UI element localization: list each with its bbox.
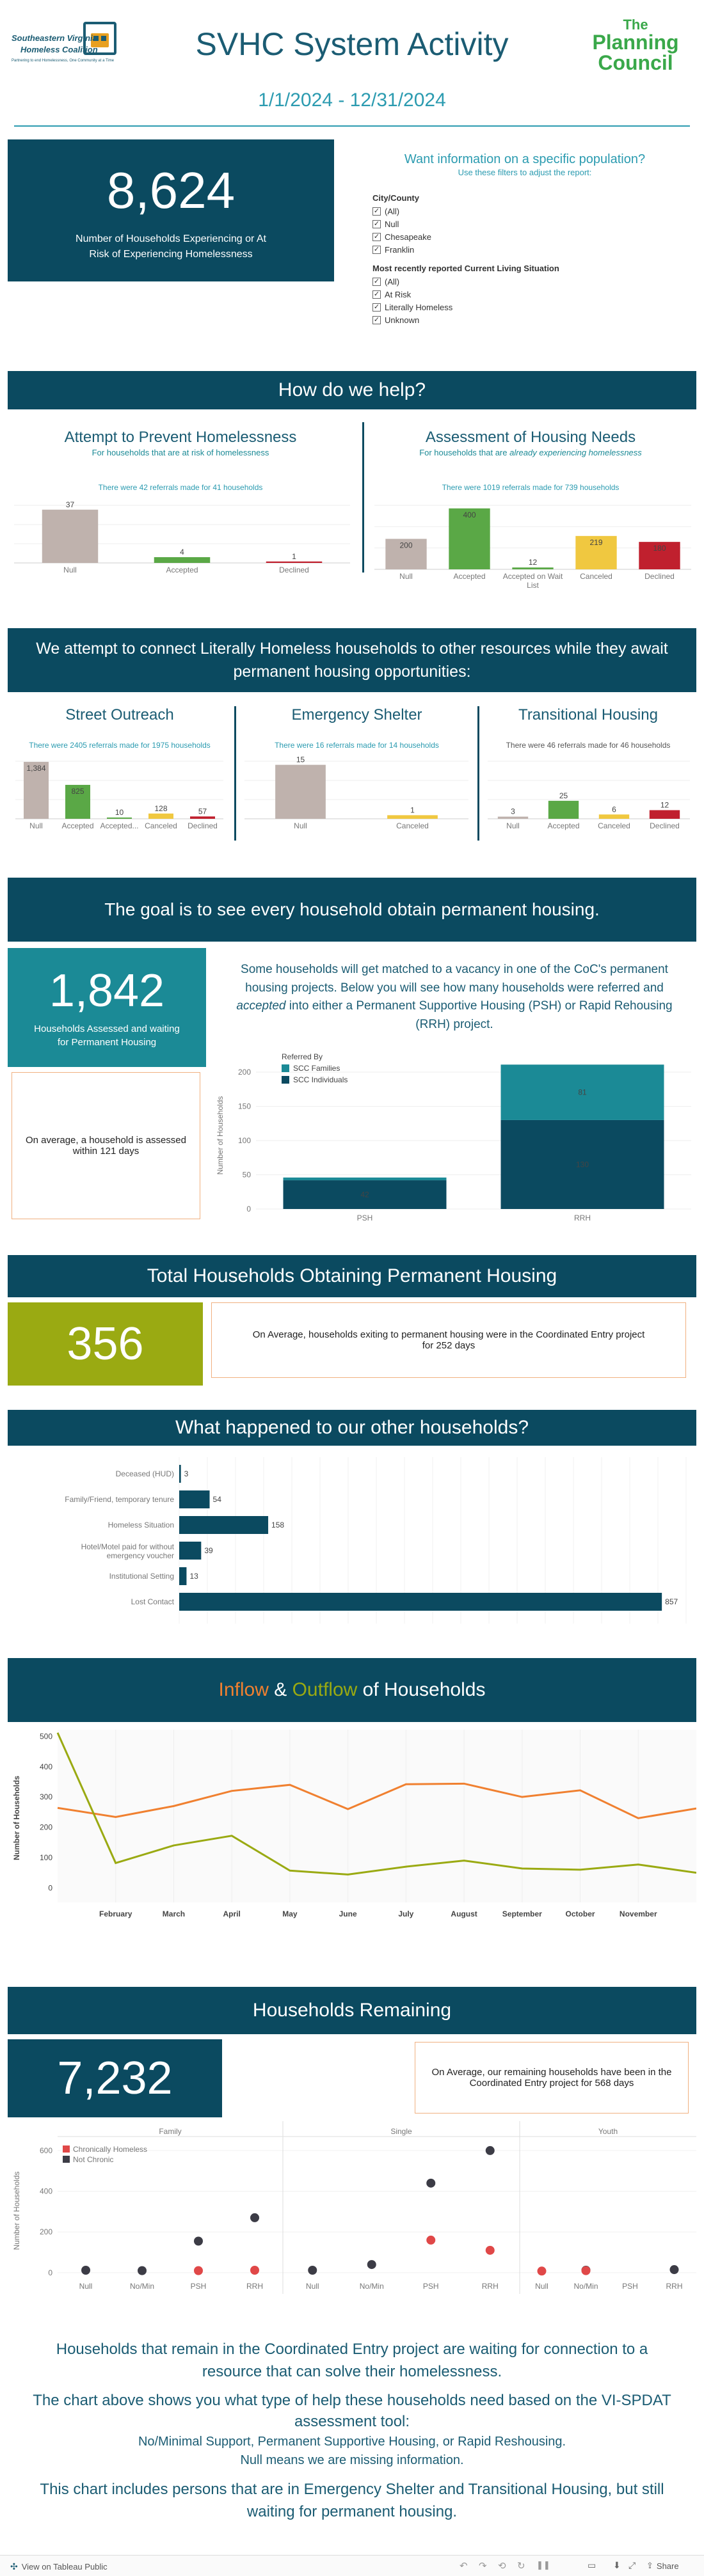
bar-canceled — [148, 814, 173, 819]
flow-title-amp: & — [268, 1679, 292, 1700]
shelter-title: Emergency Shelter — [291, 706, 422, 723]
hbar-value-label: 39 — [204, 1546, 213, 1555]
x-tick-label: Accepted — [453, 572, 486, 581]
kpi-remaining — [8, 2039, 222, 2117]
permanent-avg-text: On Average, households exiting to permanent housing were in the Coordinated Entry project for 252 days — [252, 1329, 645, 1351]
goal-desc-line3-wrap — [211, 997, 698, 1016]
x-tick-label: No/Min — [359, 2282, 384, 2291]
y-tick-label: 0 — [48, 2268, 52, 2277]
city-option-all[interactable] — [372, 205, 564, 217]
bar-value-label: 42 — [360, 1190, 369, 1199]
city-option-null[interactable] — [372, 217, 564, 230]
hbar-value-label: 3 — [184, 1469, 189, 1478]
banner-goal: The goal is to see every household obtain permanent housing. — [8, 878, 696, 942]
assess-sub-em: already experiencing homelessness — [509, 448, 642, 457]
banner-other: What happened to our other households? — [8, 1410, 696, 1446]
filter-city — [372, 193, 564, 256]
city-option-label: Chesapeake — [385, 232, 431, 242]
y-tick-label: 300 — [39, 1792, 52, 1802]
legend-individuals: SCC Individuals — [293, 1075, 348, 1084]
y-axis-title: Number of Households — [12, 2171, 21, 2250]
goal-desc-em: accepted — [236, 999, 286, 1013]
x-tick-label: Null — [79, 2282, 93, 2291]
undo-icon[interactable]: ↶ — [460, 2561, 468, 2572]
situation-option-at-risk[interactable] — [372, 288, 628, 301]
bar-value-label: 1,384 — [26, 764, 46, 773]
connect-divider-1 — [234, 706, 236, 841]
y-tick-label: 50 — [242, 1170, 251, 1180]
x-tick-label: RRH — [574, 1213, 591, 1222]
situation-option-label: At Risk — [385, 289, 412, 299]
flow-title-outflow: Outflow — [292, 1679, 358, 1700]
fullscreen-icon[interactable]: ⤢ — [628, 2560, 636, 2570]
x-tick-label: Accepted — [547, 821, 580, 830]
outreach-note: There were 2405 referrals made for 1975 households — [29, 741, 211, 750]
y-tick-label: 100 — [237, 1136, 251, 1146]
logo-right — [588, 18, 684, 75]
bar-value-label: 180 — [653, 544, 666, 553]
x-tick-label: Declined — [644, 572, 675, 581]
outreach-title: Street Outreach — [65, 706, 174, 723]
checkbox-checked-icon[interactable]: ✓ — [373, 232, 380, 241]
tableau-icon: ✣ — [10, 2561, 18, 2572]
bar-value-label: 10 — [115, 808, 124, 817]
kpi-assessed-label: Households Assessed and waiting for Permanent Housing — [34, 1023, 180, 1048]
x-tick-label: July — [398, 1909, 414, 1918]
point-not-chronic-family-rrh — [250, 2213, 259, 2222]
chart-assess — [368, 493, 698, 595]
bottom-p2-line4: Null means we are missing information. — [240, 2453, 464, 2467]
connect-line2: permanent housing opportunities: — [233, 663, 471, 681]
x-tick-label: Canceled — [396, 821, 429, 830]
y-tick-label: Homeless Situation — [108, 1521, 174, 1529]
banner-permanent: Total Households Obtaining Permanent Housing — [8, 1255, 696, 1297]
bar-accepted — [154, 557, 211, 563]
x-tick-label: Accepted — [166, 565, 198, 574]
point-not-chronic-single-psh — [426, 2179, 435, 2188]
kpi-remaining-value: 7,232 — [57, 2053, 173, 2104]
chart-other — [8, 1457, 696, 1649]
y-tick-label: 150 — [237, 1102, 251, 1111]
point-not-chronic-single-null — [308, 2266, 317, 2275]
connect-divider-2 — [477, 706, 479, 841]
y-tick-label: Deceased (HUD) — [115, 1469, 174, 1478]
bottom-p1-line2: resource that can solve their homelessness. — [202, 2362, 502, 2380]
bar-value-label: 1 — [410, 805, 415, 815]
logo-left-line2: Homeless Coalition — [20, 45, 98, 54]
download-icon[interactable]: ⬇ — [613, 2560, 621, 2570]
city-option-label: (All) — [385, 206, 400, 216]
bar-declined — [190, 816, 215, 819]
checkbox-checked-icon[interactable]: ✓ — [373, 315, 380, 324]
banner-how-we-help: How do we help? — [8, 371, 696, 409]
bar-value-label: 81 — [578, 1087, 587, 1097]
hbar-value-label: 54 — [212, 1495, 221, 1504]
bottom-p3 — [8, 2479, 696, 2524]
y-tick-label: Hotel/Motel paid for without — [81, 1542, 174, 1551]
hbar-lost-contact — [179, 1593, 662, 1611]
legend-swatch-families — [282, 1064, 289, 1072]
x-tick-label: Null — [399, 572, 413, 581]
legend-swatch-individuals — [282, 1076, 289, 1084]
header-divider — [14, 125, 690, 127]
bar-null — [498, 817, 528, 819]
point-chronic-family-rrh — [250, 2266, 259, 2275]
revert-icon[interactable]: ⟲ — [498, 2561, 506, 2572]
view-on-tableau-label: View on Tableau Public — [21, 2562, 108, 2572]
x-tick-label: October — [565, 1909, 595, 1918]
x-tick-label: PSH — [422, 2282, 439, 2291]
situation-option-unknown[interactable] — [372, 313, 628, 326]
logo-left-tag: Partnering to end Homelessness, One Community at a Time — [12, 59, 115, 63]
bar-value-label: 130 — [575, 1160, 589, 1169]
bottom-p1-line1: Households that remain in the Coordinated Entry project are waiting for connection to a — [56, 2341, 648, 2358]
bar-value-label: 1 — [292, 551, 296, 561]
bar-null — [42, 510, 99, 563]
x-tick-label: Null — [535, 2282, 548, 2291]
plot-area — [58, 1730, 696, 1902]
filter-prompt: Want information on a specific population? — [404, 152, 646, 166]
pause-icon[interactable]: ❚❚ — [536, 2560, 550, 2570]
x-tick-label: Canceled — [580, 572, 612, 581]
panel-title-youth: Youth — [598, 2127, 618, 2136]
chart-shelter — [238, 748, 475, 844]
x-tick-label: May — [282, 1909, 298, 1918]
bar-value-label: 37 — [65, 500, 75, 509]
y-tick-label: 0 — [246, 1205, 251, 1213]
situation-option-all[interactable] — [372, 275, 628, 288]
x-tick-label: March — [162, 1909, 186, 1918]
goal-desc-line4: (RRH) project. — [415, 1017, 493, 1031]
bar-value-label: 3 — [511, 807, 515, 816]
x-tick-label: June — [339, 1909, 357, 1918]
hbar-institutional-setting — [179, 1567, 186, 1585]
device-preview-icon[interactable]: ▭ — [588, 2560, 596, 2570]
page-title: SVHC System Activity — [195, 26, 509, 62]
city-option-label: Null — [385, 219, 399, 229]
x-tick-label: Declined — [188, 821, 218, 830]
prevent-title: Attempt to Prevent Homelessness — [64, 429, 297, 446]
point-not-chronic-family-psh — [194, 2237, 203, 2246]
bottom-p3-line1: This chart includes persons that are in Emergency Shelter and Transitional Housing, but still — [40, 2480, 664, 2498]
bar-accepted — [548, 801, 579, 819]
checkbox-checked-icon[interactable]: ✓ — [373, 277, 380, 285]
point-not-chronic-single-no-min — [367, 2260, 376, 2269]
flow-title-rest: of Households — [357, 1679, 486, 1700]
bar-value-label: 4 — [180, 548, 184, 557]
chart-prevent — [8, 493, 356, 589]
banner-remaining: Households Remaining — [8, 1987, 696, 2034]
bar-canceled — [599, 814, 629, 819]
kpi-total-label: Number of Households Experiencing or At Risk of Experiencing Homelessness — [76, 233, 266, 260]
goal-desc-line2: housing projects. Below you will see how many households were referred and — [245, 981, 664, 995]
y-tick-label: 500 — [39, 1732, 52, 1741]
assess-note: There were 1019 referrals made for 739 households — [442, 483, 620, 492]
kpi-total-value: 8,624 — [106, 162, 236, 219]
kpi-assessed-value: 1,842 — [49, 965, 165, 1016]
x-tick-label: Declined — [650, 821, 680, 830]
situation-option-literally-homeless[interactable] — [372, 301, 628, 313]
checkbox-checked-icon[interactable]: ✓ — [373, 290, 380, 298]
assess-sub-pre: For households that are — [419, 448, 510, 457]
bottom-p2-line2: assessment tool: — [294, 2413, 410, 2431]
x-tick-label: Accepted on Wait — [502, 572, 563, 581]
y-axis-title: Number of Households — [216, 1096, 225, 1175]
transitional-title: Transitional Housing — [518, 706, 658, 723]
chart-transitional — [481, 748, 696, 844]
chart-outreach — [9, 748, 230, 844]
city-option-label: Franklin — [385, 244, 415, 255]
bar-value-label: 400 — [463, 510, 476, 519]
x-tick-label: RRH — [666, 2282, 683, 2291]
y-tick-label: 600 — [39, 2145, 52, 2155]
kpi-total-households — [8, 139, 334, 281]
bar-value-label: 25 — [559, 791, 568, 800]
panel-title-single: Single — [390, 2127, 412, 2136]
bottom-p2-line3: No/Minimal Support, Permanent Supportive Housing, or Rapid Reshousing. — [138, 2434, 566, 2449]
point-chronic-single-psh — [426, 2236, 435, 2245]
y-tick-label: 200 — [39, 2227, 52, 2237]
point-chronic-youth-null — [538, 2266, 547, 2275]
bar-canceled — [387, 815, 438, 819]
assess-sub — [365, 448, 696, 457]
bar-value-label: 15 — [296, 755, 305, 764]
logo-right-line3: Council — [598, 51, 673, 74]
y-tick-label: 400 — [39, 2186, 52, 2196]
city-option-franklin[interactable] — [372, 243, 564, 256]
share-icon: ⇪ — [646, 2561, 653, 2570]
bar-value-label: 12 — [660, 800, 669, 810]
chart-referred — [211, 1049, 698, 1228]
checkbox-checked-icon[interactable]: ✓ — [373, 245, 380, 253]
point-chronic-family-psh — [194, 2266, 203, 2275]
chart-flow — [8, 1722, 696, 1933]
bar-value-label: 200 — [399, 541, 413, 550]
hbar-family-friend-temporary-tenure — [179, 1490, 210, 1508]
checkbox-checked-icon[interactable]: ✓ — [373, 219, 380, 228]
legend-families: SCC Families — [293, 1064, 340, 1073]
hbar-deceased-hud — [179, 1465, 181, 1483]
bottom-p1 — [8, 2339, 696, 2383]
x-tick-label: Null — [294, 821, 307, 830]
x-tick-label: RRH — [246, 2282, 263, 2291]
stacked-bar-scc-families-psh — [284, 1178, 447, 1180]
bar-accepted-on-wait-list — [512, 567, 553, 569]
x-tick-label: PSH — [622, 2282, 638, 2291]
point-not-chronic-single-rrh — [486, 2146, 495, 2155]
kpi-permanent — [8, 1302, 203, 1386]
logo-right-line1: The — [623, 17, 648, 33]
shelter-note: There were 16 referrals made for 14 households — [275, 741, 439, 750]
bottom-text — [8, 2339, 696, 2523]
share-label: Share — [656, 2561, 679, 2571]
kpi-assessed — [8, 948, 206, 1067]
x-tick-label: PSH — [356, 1213, 373, 1222]
x-tick-label: Canceled — [598, 821, 630, 830]
x-tick-label: Null — [305, 2282, 319, 2291]
x-tick-label: Accepted... — [100, 821, 139, 830]
date-range: 1/1/2024 - 12/31/2024 — [258, 90, 446, 111]
checkbox-checked-icon[interactable]: ✓ — [373, 303, 380, 311]
chart-remaining — [8, 2121, 696, 2294]
filter-city-title: City/County — [372, 193, 419, 203]
y-tick-label: emergency voucher — [106, 1551, 174, 1560]
y-tick-label: 200 — [39, 1822, 52, 1832]
y-tick-label: 400 — [39, 1762, 52, 1771]
flow-title-inflow: Inflow — [218, 1679, 269, 1700]
hbar-homeless-situation — [179, 1516, 268, 1534]
bar-declined — [650, 810, 680, 819]
bottom-p2-line1: The chart above shows you what type of help these households need based on the VI-SPDAT — [33, 2391, 671, 2409]
help-divider — [362, 422, 364, 573]
hbar-hotel-motel-paid-for-without-emergency-voucher — [179, 1542, 201, 1560]
legend-not-chronic: Not Chronic — [73, 2155, 114, 2164]
refresh-icon[interactable]: ↻ — [517, 2561, 525, 2572]
hbar-value-label: 13 — [189, 1572, 198, 1581]
hbar-value-label: 158 — [271, 1521, 285, 1529]
bar-accepted — [107, 818, 132, 819]
goal-description — [211, 961, 698, 1034]
y-axis-title: Number of Households — [12, 1775, 21, 1861]
assess-title: Assessment of Housing Needs — [425, 429, 636, 446]
panel-title-family: Family — [159, 2127, 182, 2136]
banner-flow — [8, 1658, 696, 1722]
y-tick-label: 0 — [48, 1883, 52, 1893]
x-tick-label: Null — [506, 821, 520, 830]
goal-desc-line1: Some households will get matched to a vacancy in one of the CoC's permanent — [241, 963, 668, 976]
remaining-avg-text: On Average, our remaining households have been in the Coordinated Entry project for 568 days — [431, 2067, 672, 2089]
legend-chronic: Chronically Homeless — [73, 2145, 148, 2154]
bar-value-label: 128 — [154, 803, 168, 813]
bar-declined — [266, 562, 323, 563]
goal-desc-line3: into either a Permanent Supportive Housing (PSH) or Rapid Rehousing — [285, 999, 673, 1013]
bar-value-label: 6 — [612, 805, 616, 814]
prevent-note: There were 42 referrals made for 41 households — [98, 483, 263, 492]
x-tick-label: August — [451, 1909, 477, 1918]
y-tick-label: 100 — [39, 1853, 52, 1862]
permanent-avg-note — [211, 1302, 686, 1378]
connect-line1: We attempt to connect Literally Homeless households to other resources while they await — [36, 640, 668, 658]
share-button[interactable] — [646, 2561, 679, 2571]
x-tick-label: PSH — [190, 2282, 207, 2291]
transitional-note: There were 46 referrals made for 46 households — [506, 741, 671, 750]
assess-avg-text: On average, a household is assessed within 121 days — [26, 1135, 186, 1157]
legend-swatch-not-chronic — [63, 2156, 70, 2163]
y-tick-label: Family/Friend, temporary tenure — [65, 1495, 174, 1504]
y-tick-label: Institutional Setting — [109, 1572, 174, 1581]
bar-null — [275, 765, 326, 819]
point-chronic-single-rrh — [486, 2246, 495, 2255]
logo-right-line2: Planning — [592, 31, 679, 54]
x-tick-label: Accepted — [61, 821, 94, 830]
view-on-tableau-link[interactable] — [10, 2561, 108, 2572]
y-tick-label: Lost Contact — [131, 1597, 174, 1606]
point-not-chronic-youth-rrh — [670, 2265, 679, 2274]
x-tick-label: April — [223, 1909, 241, 1918]
legend-swatch-chronic — [63, 2145, 70, 2153]
x-tick-label: RRH — [481, 2282, 499, 2291]
redo-icon[interactable]: ↷ — [479, 2561, 487, 2572]
x-tick-label: Canceled — [145, 821, 177, 830]
prevent-sub: For households that are at risk of homelessness — [92, 448, 269, 457]
x-tick-label: List — [527, 581, 539, 590]
legend-title: Referred By — [282, 1052, 323, 1061]
remaining-avg-note — [415, 2042, 689, 2114]
bar-value-label: 219 — [589, 537, 603, 547]
situation-option-label: Literally Homeless — [385, 302, 453, 312]
point-chronic-youth-no-min — [582, 2266, 591, 2275]
bottom-p3-line2: waiting for permanent housing. — [246, 2502, 458, 2520]
x-tick-label: Null — [63, 565, 77, 574]
x-tick-label: September — [502, 1909, 542, 1918]
logo-left-line1: Southeastern Virginia — [12, 33, 97, 43]
bottom-p2 — [8, 2390, 696, 2470]
x-tick-label: November — [619, 1909, 657, 1918]
situation-option-label: (All) — [385, 276, 400, 287]
x-tick-label: Null — [29, 821, 43, 830]
checkbox-checked-icon[interactable]: ✓ — [373, 207, 380, 215]
hbar-value-label: 857 — [665, 1597, 678, 1606]
point-not-chronic-family-null — [81, 2266, 90, 2275]
filter-situation — [372, 264, 628, 326]
x-tick-label: No/Min — [129, 2282, 155, 2291]
filter-situation-title: Most recently reported Current Living Situation — [372, 264, 559, 273]
bar-value-label: 825 — [71, 786, 84, 796]
bar-value-label: 12 — [528, 558, 538, 567]
banner-connect — [8, 628, 696, 692]
situation-option-label: Unknown — [385, 315, 420, 325]
assess-avg-note — [12, 1072, 200, 1219]
bar-value-label: 57 — [198, 807, 207, 816]
footer-bar — [0, 2555, 704, 2576]
filter-prompt-sub: Use these filters to adjust the report: — [458, 168, 592, 177]
city-option-chesapeake[interactable] — [372, 230, 564, 243]
x-tick-label: No/Min — [573, 2282, 598, 2291]
kpi-permanent-value: 356 — [67, 1318, 144, 1370]
x-tick-label: Declined — [279, 565, 309, 574]
x-tick-label: February — [99, 1909, 132, 1918]
y-tick-label: 200 — [237, 1068, 251, 1077]
point-not-chronic-family-no-min — [138, 2266, 147, 2275]
